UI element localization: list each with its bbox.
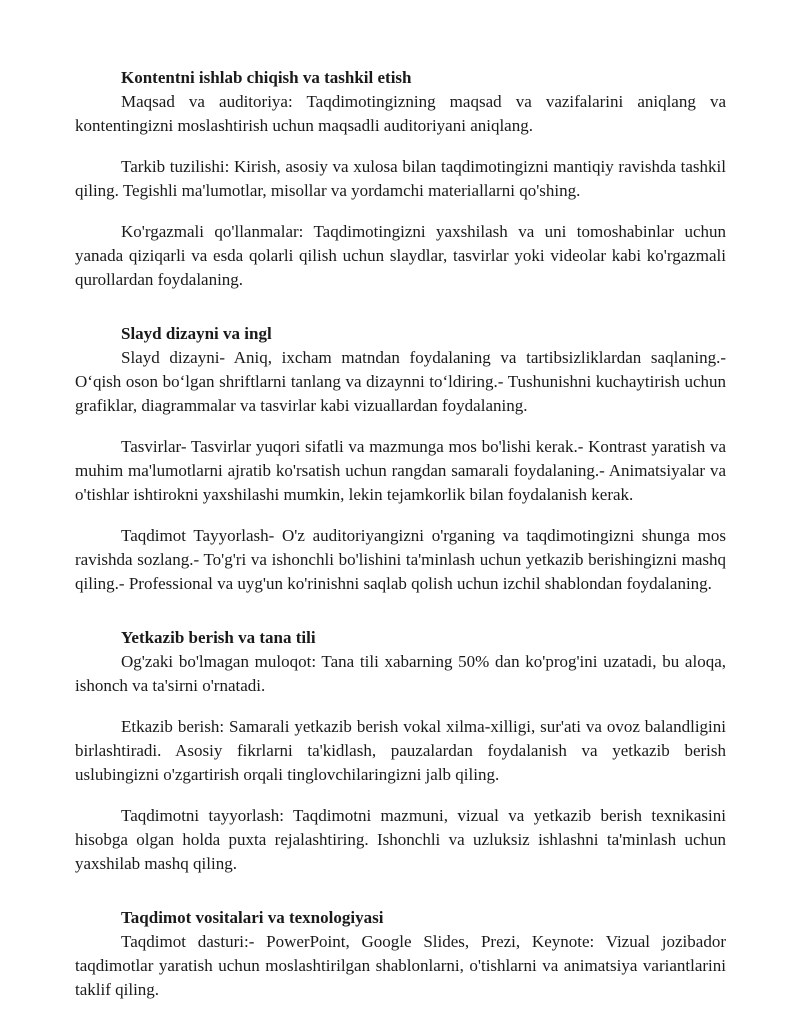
section-content-development [75, 66, 726, 292]
section-delivery-body-language [75, 626, 726, 876]
paragraph: Ko'rgazmali qo'llanmalar: Taqdimotingizni yaxshilash va uni tomoshabinlar uchun yanada qiziqarli va esda qolarli qilish uchun slaydlar, tasvirlar yoki videolar kabi ko'rgazmali qurollardan foydalaning. [75, 222, 726, 289]
paragraph: Etkazib berish: Samarali yetkazib berish vokal xilma-xilligi, sur'ati va ovoz balandligini birlashtiradi. Asosiy fikrlarni ta'kidlash, pauzalardan foydalanish va yetkazib berish uslubingizni o'zgartirish orqali tinglovchilaringizni jalb qiling. [75, 717, 726, 784]
section-heading: Yetkazib berish va tana tili [121, 628, 316, 647]
section-heading: Slayd dizayni va ingl [121, 324, 272, 343]
section-slide-design [75, 322, 726, 596]
paragraph: Tarkib tuzilishi: Kirish, asosiy va xulosa bilan taqdimotingizni mantiqiy ravishda tashkil qiling. Tegishli ma'lumotlar, misollar va yordamchi materiallarni qo'shing. [75, 157, 726, 200]
paragraph: Maqsad va auditoriya: Taqdimotingizning maqsad va vazifalarini aniqlang va kontentingizni moslashtirish uchun maqsadli auditoriyani aniqlang. [75, 92, 726, 135]
document-page [75, 66, 726, 1019]
paragraph: Taqdimot Tayyorlash- O'z auditoriyangizni o'rganing va taqdimotingizni shunga mos ravishda sozlang.- To'g'ri va ishonchli bo'lishini ta'minlash uchun yetkazib berishingizni mashq qiling.- Professional va uyg'un ko'rinishni saqlab qolish uchun izchil shablondan foydalaning. [75, 526, 726, 593]
paragraph: Tasvirlar- Tasvirlar yuqori sifatli va mazmunga mos bo'lishi kerak.- Kontrast yaratish va muhim ma'lumotlarni ajratib ko'rsatish uchun rangdan samarali foydalaning.- Animatsiyalar va o'tishlar ishtirokni yaxshilashi mumkin, lekin tejamkorlik bilan foydalanish kerak. [75, 437, 726, 504]
section-heading: Kontentni ishlab chiqish va tashkil etish [121, 68, 412, 87]
paragraph: Slayd dizayni- Aniq, ixcham matndan foydalaning va tartibsizliklardan saqlaning.- O‘qish oson bo‘lgan shriftlarni tanlang va dizaynni to‘ldiring.- Tushunishni kuchaytirish uchun grafiklar, diagrammalar va tasvirlar kabi vizuallardan foydalaning. [75, 348, 726, 415]
section-heading: Taqdimot vositalari va texnologiyasi [121, 908, 384, 927]
section-presentation-tools [75, 906, 726, 1002]
paragraph: Og'zaki bo'lmagan muloqot: Tana tili xabarning 50% dan ko'prog'ini uzatadi, bu aloqa, ishonch va ta'sirni o'rnatadi. [75, 652, 726, 695]
paragraph: Taqdimotni tayyorlash: Taqdimotni mazmuni, vizual va yetkazib berish texnikasini hisobga olgan holda puxta rejalashtiring. Ishonchli va uzluksiz ishlashni ta'minlash uchun yaxshilab mashq qiling. [75, 806, 726, 873]
paragraph: Taqdimot dasturi:- PowerPoint, Google Slides, Prezi, Keynote: Vizual jozibador taqdimotlar yaratish uchun moslashtirilgan shablonlarni, o'tishlarni va animatsiya variantlarini taklif qiling. [75, 932, 726, 999]
